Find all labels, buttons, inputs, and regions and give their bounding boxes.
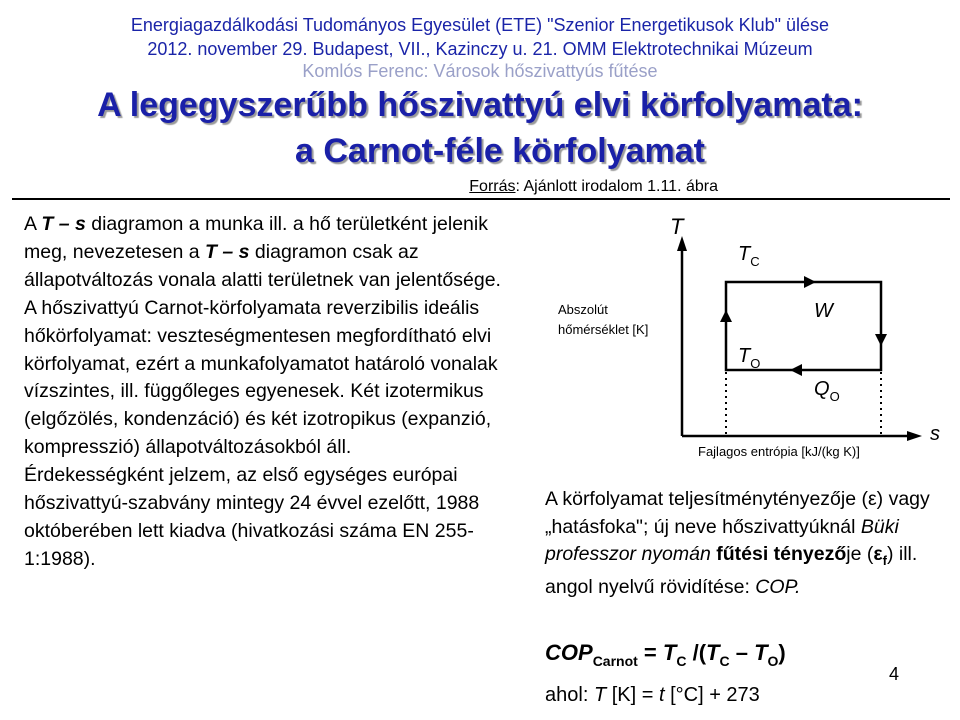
slide-title-line-2: a Carnot-féle körfolyamat [295,132,705,170]
source-label: Forrás [469,178,516,195]
page-number: 4 [889,664,900,684]
cop-formula: $COP_{Carnot} = T_C$ $/(T_C - T_O)$ [545,640,786,669]
ts-diagram [552,210,952,460]
header-line-2: 2012. november 29. Budapest, VII., Kazinczy u. 21. OMM Elektrotechnikai Múzeum [147,39,813,59]
paragraph-cop: A körfolyamat teljesítménytényezője (ε) vagy „hatásfoka"; új neve hőszivattyúknál Büki professzor nyomán fűtési tényezője $(\varepsilon_f)$ ill. angol nyelvű rövidítése: COP. [545,488,930,599]
work-label: W [814,300,833,322]
x-axis-title: Fajlagos entrópia [kJ/(kg K)] [698,444,860,459]
source-citation [469,178,718,196]
header-line-1: Energiagazdálkodási Tudományos Egyesület (ETE) "Szenior Energetikusok Klub" ülése [130,15,830,35]
x-axis-arrow [907,431,922,441]
paragraph-carnot-cycle: A hőszivattyú Carnot-körfolyamata reverzibilis ideális hőkörfolyamat: veszteségmentesen megfordítható elvi körfolyamat, ezért a munkafolyamatot határoló vonalak vízszintes, ill. függőleges egyenesek. Két izotermikus (elgőzölés, kondenzáció) és két izotropikus (expanzió, kompresszió) állapotváltozásokból áll. [24,296,498,459]
divider-line [12,198,950,200]
right-body-text [545,486,945,602]
bottom-edge-arrow [790,364,802,376]
s-axis-label: s [930,423,940,445]
top-edge-arrow [804,276,816,288]
tc-label: $T_C$ [738,243,760,269]
to-label: $T_O$ [738,345,761,371]
t-axis-label: T [670,214,684,239]
temperature-conversion: ahol: T [K] = t [°C] + 273 [545,684,760,706]
y-axis-title-line-2: hőmérséklet [K] [558,322,649,337]
header-line-3: Komlós Ferenc: Városok hőszivattyús fűtése [302,61,658,81]
slide-title-line-1: A legegyszerűbb hőszivattyú elvi körfolyamata: [97,86,863,124]
y-axis-title-line-1: Abszolút [558,302,608,317]
left-body-text [24,211,524,574]
paragraph-ts-diagram: A T – s diagramon a munka ill. a hő területként jelenik meg, nevezetesen a T – s diagramon csak az állapotváltozás vonala alatti területnek van jelentősége. [24,213,501,291]
source-text: : Ajánlott irodalom 1.11. ábra [515,178,718,195]
right-edge-arrow [875,334,887,346]
paragraph-standard: Érdekességként jelzem, az első egységes európai hőszivattyú-szabvány mintegy 24 évvel ezelőtt, 1988 októberében lett kiadva (hivatkozási száma EN 255-1:1988). [24,464,480,570]
qo-label: $Q_O$ [814,378,840,404]
left-edge-arrow [720,310,732,322]
